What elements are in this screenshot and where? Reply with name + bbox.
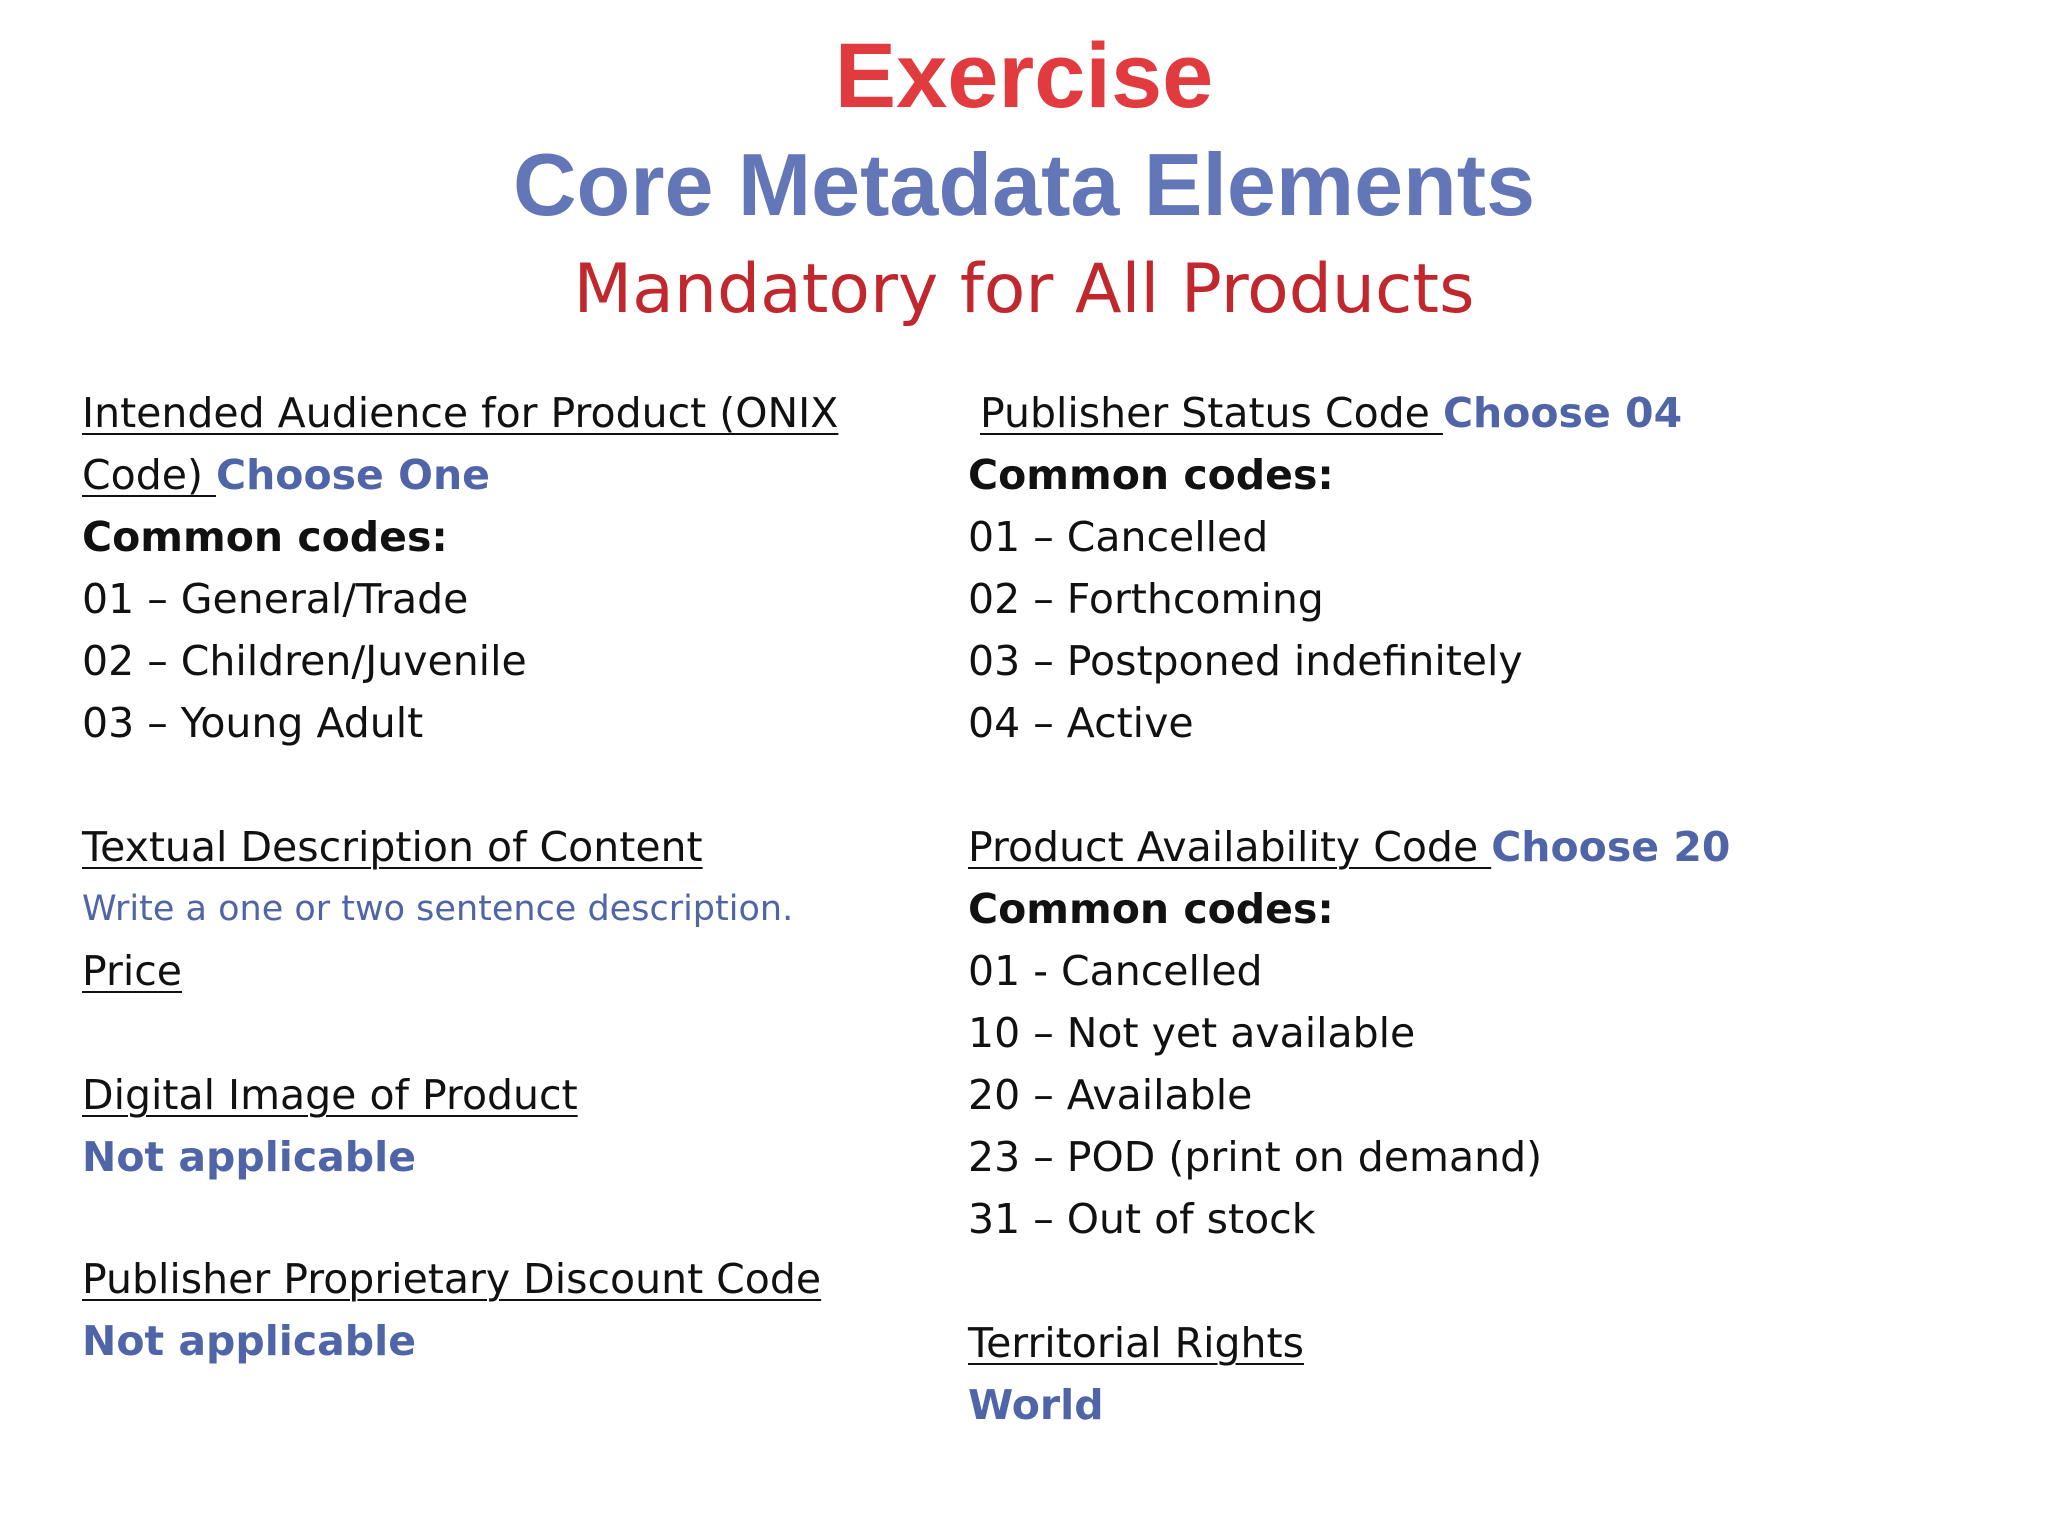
audience-heading-line2	[82, 444, 982, 506]
discount-heading-line	[82, 1248, 982, 1310]
status-code-02: 02 – Forthcoming	[968, 575, 1324, 623]
spacer	[82, 1188, 982, 1248]
availability-common-label: Common codes:	[968, 885, 1334, 933]
status-heading-line	[968, 382, 1968, 444]
territorial-heading: Territorial Rights	[968, 1319, 1304, 1367]
discount-heading: Publisher Proprietary Discount Code	[82, 1255, 822, 1303]
spacer	[82, 754, 982, 816]
title-exercise: Exercise	[834, 25, 1214, 127]
spacer	[968, 754, 1968, 816]
left-column	[82, 382, 982, 1372]
audience-heading-part1: Intended Audience for Product (ONIX	[82, 389, 839, 437]
spacer	[82, 1002, 982, 1064]
discount-value: Not applicable	[82, 1317, 417, 1365]
audience-code-03: 03 – Young Adult	[82, 699, 424, 747]
availability-choice: Choose 20	[1491, 823, 1731, 871]
territorial-heading-line	[968, 1312, 1968, 1374]
audience-choice: Choose One	[216, 451, 490, 499]
title-block	[0, 20, 2048, 340]
spacer	[968, 1250, 1968, 1312]
digital-image-heading-line	[82, 1064, 982, 1126]
status-choice: Choose 04	[1442, 389, 1683, 437]
price-heading-line	[82, 940, 982, 1002]
textual-heading-line	[82, 816, 982, 878]
audience-code-02: 02 – Children/Juvenile	[82, 637, 527, 685]
status-heading: Publisher Status Code	[980, 389, 1443, 437]
availability-code-10: 10 – Not yet available	[968, 1009, 1416, 1057]
availability-code-01: 01 - Cancelled	[968, 947, 1263, 995]
audience-common-label: Common codes:	[82, 513, 448, 561]
title-core-metadata: Core Metadata Elements	[512, 135, 1536, 234]
subtitle-mandatory: Mandatory for All Products	[573, 250, 1475, 329]
textual-heading: Textual Description of Content	[82, 823, 703, 871]
price-heading: Price	[82, 947, 183, 995]
right-column	[968, 382, 1968, 1436]
territorial-value: World	[968, 1381, 1104, 1429]
status-code-03: 03 – Postponed indefinitely	[968, 637, 1523, 685]
status-code-04: 04 – Active	[968, 699, 1194, 747]
availability-heading: Product Availability Code	[968, 823, 1492, 871]
digital-image-heading: Digital Image of Product	[82, 1071, 578, 1119]
status-common-label: Common codes:	[968, 451, 1334, 499]
status-code-01: 01 – Cancelled	[968, 513, 1269, 561]
availability-heading-line	[968, 816, 1968, 878]
availability-code-20: 20 – Available	[968, 1071, 1253, 1119]
availability-code-31: 31 – Out of stock	[968, 1195, 1316, 1243]
audience-heading-line1	[82, 382, 982, 444]
textual-hint: Write a one or two sentence description.	[82, 889, 794, 929]
availability-code-23: 23 – POD (print on demand)	[968, 1133, 1543, 1181]
audience-code-01: 01 – General/Trade	[82, 575, 469, 623]
digital-image-value: Not applicable	[82, 1133, 417, 1181]
audience-heading-part2: Code)	[82, 451, 216, 499]
